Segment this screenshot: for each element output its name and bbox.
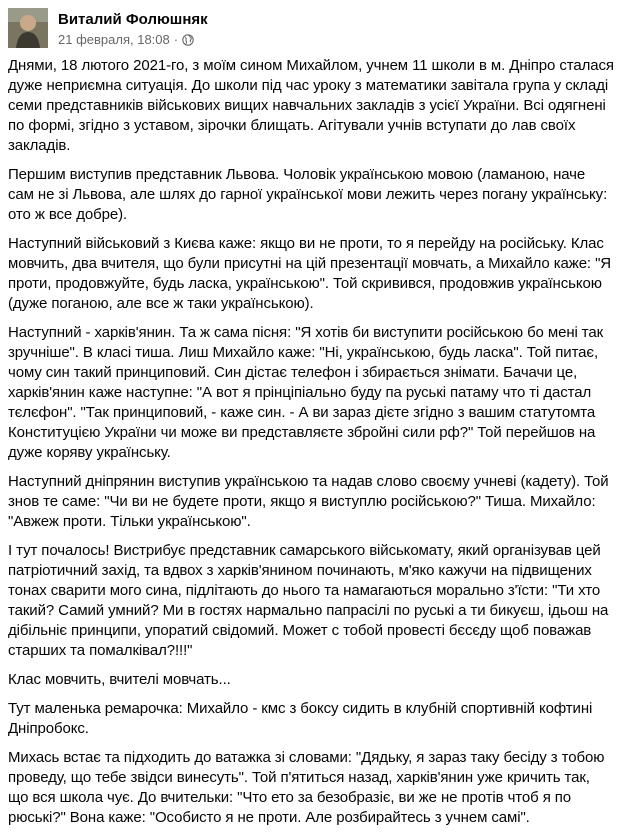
post-timestamp[interactable]: 21 февраля, 18:08: [58, 32, 170, 47]
author-name[interactable]: Виталий Фолюшняк: [58, 11, 208, 28]
post-time-line: [58, 32, 208, 48]
avatar-photo-icon: [8, 8, 48, 48]
post-paragraph: Тут маленька ремарочка: Михайло - кмс з боксу сидить в клубній спортивній кофтині Дніпробокс.: [8, 700, 593, 737]
post-paragraph: І тут почалось! Вистрибує представник самарського військомату, який організував цей патріотичний захід, та вдвох з харків'янином починають, м'яко кажучи на підвищених тонах сварити мого сина, підлітають до нього та намагаються морально з'їсти: "Ти хто такий? Самий умний? Ми в гостях нармально папрасілі по руські а ти бикуєш, ідьош на дібільніє принципи, упоратий свідомий. Может с тобой провесті бєсєду щоб поважав старших та помалківал?!!!": [8, 542, 609, 659]
post-paragraph: Наступний військовий з Києва каже: якщо ви не проти, то я перейду на російську. Клас мовчить, два вчителя, що були присутні на цій презентації мовчать, а Михайло каже: "Я проти, продовжуйте, будь ласка, українською". Той скривився, продовжив українською (дуже поганою, але все ж таки українською).: [8, 235, 612, 312]
post-header: [8, 8, 208, 48]
post-paragraph: Михась встає та підходить до ватажка зі словами: "Дядьку, я зараз таку бесіду з тобою проведу, що тебе звідси винесуть". Той п'ятиться назад, харків'янин уже кричить так, що вся школа чує. До вчительки: "Что ето за безобразіє, ви же не протів чтоб я по рюські?" Вона каже: "Особисто я не проти. Але розбирайтесь з учнем самі".: [8, 749, 605, 826]
avatar[interactable]: [8, 8, 48, 48]
post-paragraph: Наступний дніпрянин виступив українською та надав слово своєму учневі (кадету). Той знов те саме: "Чи ви не будете проти, якщо я виступлю російською?" Тиша. Михайло: "Авжеж проти. Тільки українською".: [8, 473, 609, 530]
post-paragraph: Наступний - харків'янин. Та ж сама пісня: "Я хотів би виступити російською бо мені так зручніше". В класі тиша. Лиш Михайло каже: "Ні, українською, будь ласка". Той питає, чому син такий принциповий. Син дістає телефон і збирається знімати. Бачачи це, харків'янин каже наступне: "А вот я прінціпіально буду па руські патаму что ті дастал тєлєфон". "Так принциповий, - каже син. - А ви зараз дієте згідно з вашим статутомта Конституцією України чи може ви представляєте збройні сили рф?" Той перейшов на дуже коряву українську.: [8, 324, 604, 461]
globe-icon[interactable]: [182, 34, 194, 46]
post-body: [8, 56, 614, 837]
post-paragraph: Днями, 18 лютого 2021-го, з моїм сином Михайлом, учнем 11 школи в м. Дніпро сталася дуже неприємна ситуація. До школи під час уроку з математики завітала група у складі семи представників військових вищих навчальних закладів з усієї України. Всі одягнені по формі, згідно з уставом, зірочки блищать. Агітували учнів вступати до лав своїх закладів.: [8, 57, 614, 154]
post-paragraph: Клас мовчить, вчителі мовчать...: [8, 671, 231, 688]
post-paragraph: Першим виступив представник Львова. Чоловік українською мовою (ламаною, наче сам не зі Львова, але шлях до гарної української мови лежить через погану українську: ото ж все добре).: [8, 166, 608, 223]
post-meta: [58, 10, 208, 48]
separator-dot: ·: [173, 32, 179, 47]
